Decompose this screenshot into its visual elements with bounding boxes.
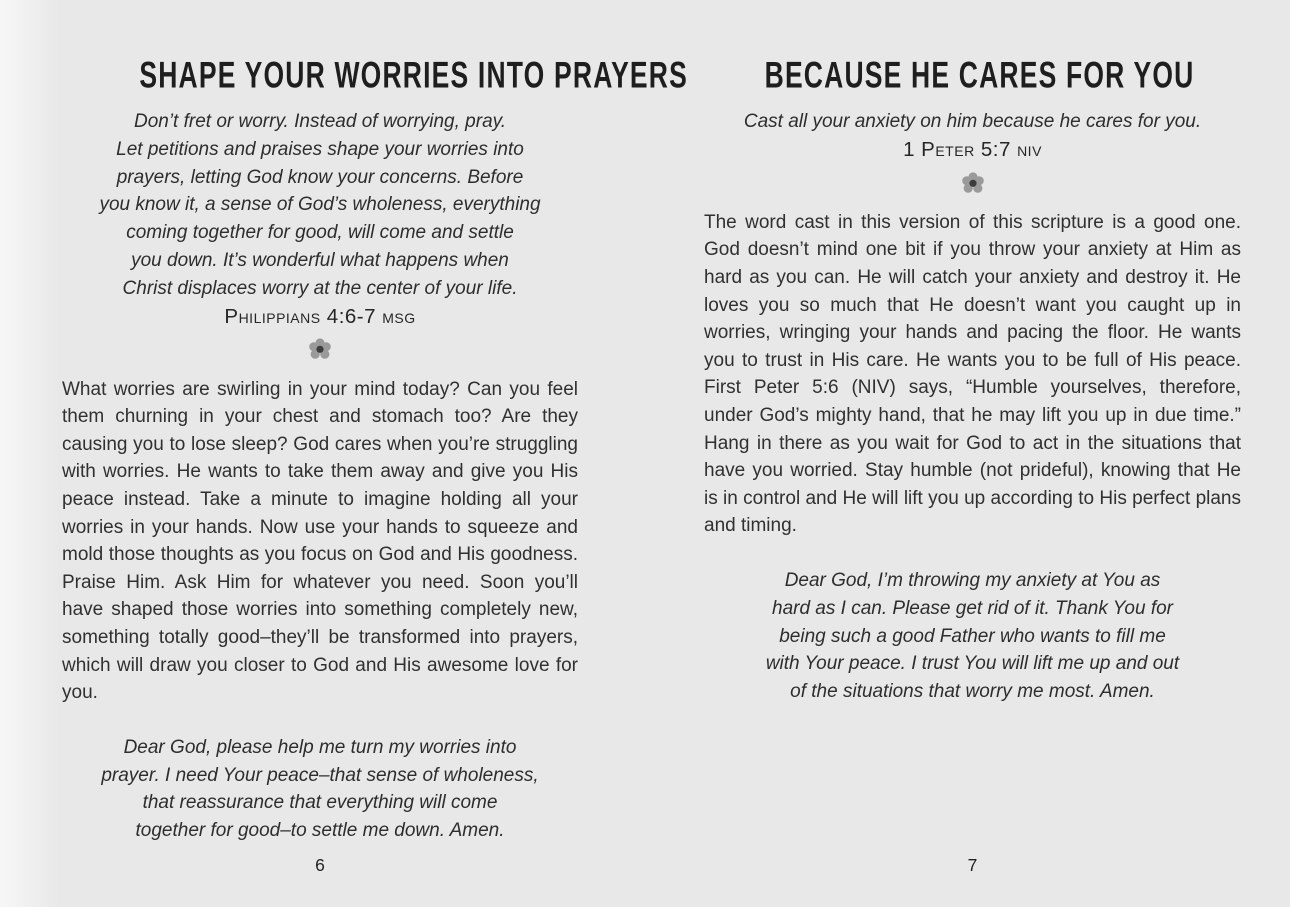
page-right — [704, 0, 1241, 907]
devotion-body: What worries are swirling in your mind today? Can you feel them churning in your chest and stomach too? Are they causing you to lose sleep? God cares when you’re struggling with worries. He wants to take them away and give you His peace instead. Take a minute to imagine holding all your worries in your hands. Now use your hands to squeeze and mold those thoughts as you focus on God and His goodness. Praise Him. Ask Him for whatever you need. Soon you’ll have shaped those worries into something completely new, something totally good–they’ll be transformed into prayers, which will draw you closer to God and His awesome love for you. — [62, 378, 578, 704]
prayer-line: being such a good Father who wants to fill me — [779, 625, 1166, 647]
prayer-line: hard as I can. Please get rid of it. Thank You for — [772, 597, 1173, 619]
prayer-line: Dear God, please help me turn my worries into — [123, 736, 517, 758]
prayer — [62, 734, 578, 845]
scripture-line: you down. It’s wonderful what happens when — [131, 249, 509, 271]
prayer-line: with Your peace. I trust You will lift me up and out — [765, 653, 1180, 675]
devotion-title — [62, 0, 688, 97]
prayer-line: together for good–to settle me down. Amen. — [135, 820, 505, 842]
page-number: 7 — [967, 855, 978, 875]
scripture-line: Let petitions and praises shape your worries into — [116, 138, 524, 160]
prayer — [704, 567, 1241, 706]
scripture-reference: Philippians 4:6-7 msg — [224, 304, 416, 328]
devotion-title-text: SHAPE YOUR WORRIES INTO PRAYERS — [139, 55, 688, 97]
flower-ornament — [62, 336, 578, 366]
page-edge-highlight — [0, 0, 60, 907]
scripture-line: prayers, letting God know your concerns. Before — [116, 166, 524, 188]
page-left — [62, 0, 688, 907]
flower-icon — [960, 171, 986, 197]
scripture-quote — [62, 108, 578, 303]
devotion-body: The word cast in this version of this scripture is a good one. God doesn’t mind one bit if you throw your anxiety at Him as hard as you can. He will catch your anxiety and destroy it. He loves you so much that He doesn’t want you caught up in worries, wringing your hands and pacing the floor. He wants you to trust in His care. He wants you to be full of His peace. First Peter 5:6 (NIV) says, “Humble yourselves, therefore, under God’s mighty hand, that he may lift you up in due time.” Hang in there as you wait for God to act in the situations that have you worried. Stay humble (not prideful), knowing that He is in control and He will lift you up according to His perfect plans and timing. — [704, 211, 1241, 537]
scripture-line: Christ displaces worry at the center of your life. — [122, 277, 518, 299]
prayer-line: of the situations that worry me most. Amen. — [790, 681, 1155, 703]
scripture-line: Cast all your anxiety on him because he cares for you. — [743, 111, 1202, 132]
prayer-line: that reassurance that everything will come — [142, 792, 498, 814]
scripture-line: you know it, a sense of God’s wholeness, everything — [99, 194, 541, 216]
scripture-quote — [704, 108, 1241, 136]
devotion-title-text: BECAUSE HE CARES FOR YOU — [764, 55, 1195, 97]
flower-icon — [307, 337, 333, 363]
scripture-line: Don’t fret or worry. Instead of worrying, pray. — [133, 111, 507, 132]
devotion-title — [704, 0, 1241, 97]
scripture-line: coming together for good, will come and settle — [126, 222, 514, 244]
prayer-line: prayer. I need Your peace–that sense of wholeness, — [101, 764, 539, 786]
prayer-line: Dear God, I’m throwing my anxiety at You as — [784, 569, 1161, 591]
page-number: 6 — [315, 855, 325, 875]
scripture-reference: 1 Peter 5:7 niv — [903, 137, 1042, 161]
flower-ornament — [704, 169, 1241, 199]
